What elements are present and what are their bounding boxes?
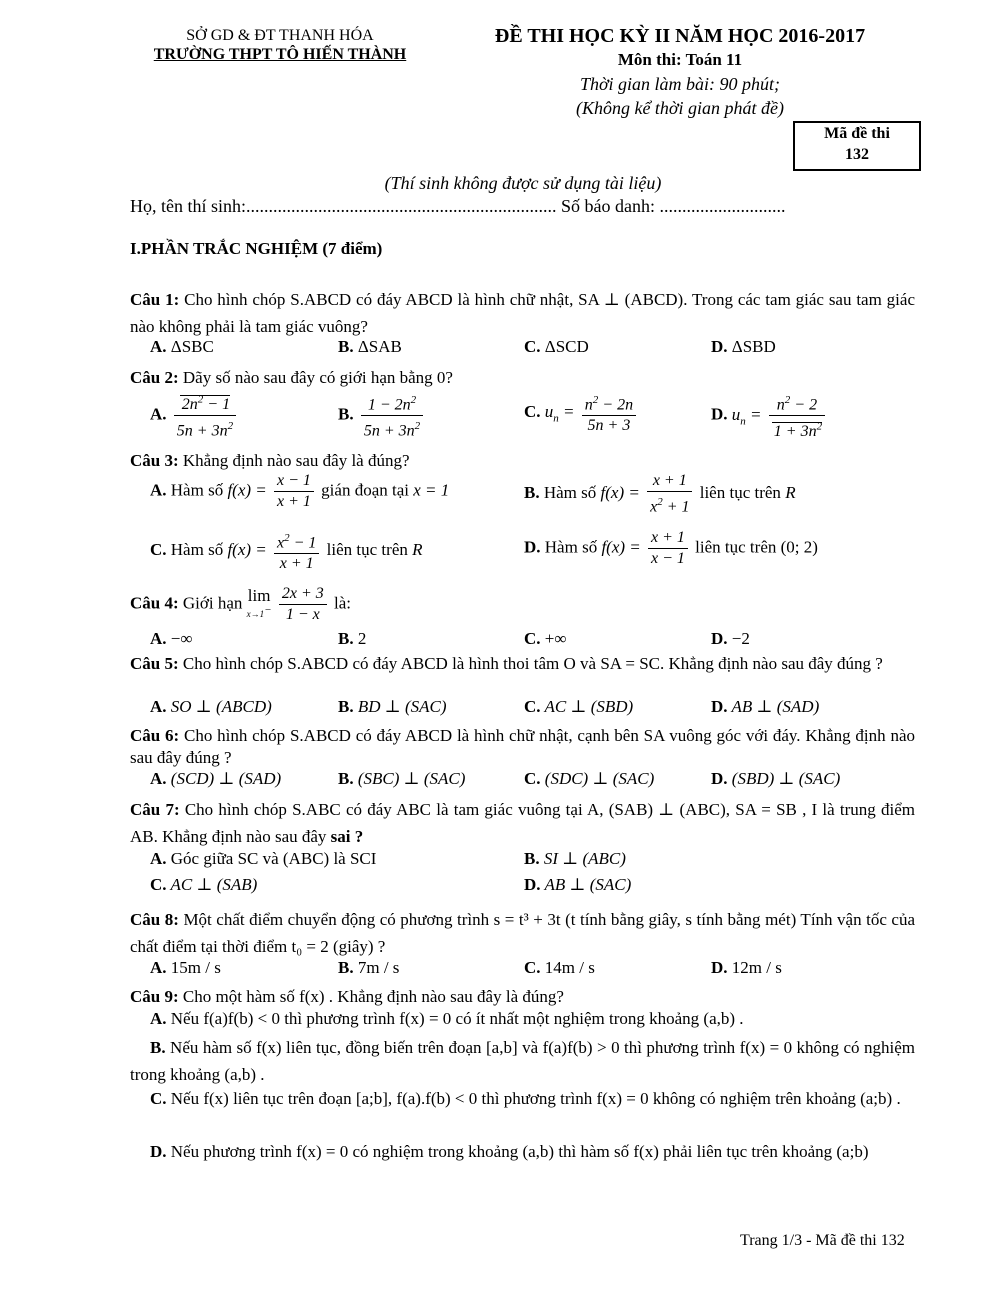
question-label: Câu 4: [130, 593, 179, 613]
q9-option-a: A. Nếu f(a)f(b) < 0 thì phương trình f(x) = 0 có ít nhất một nghiệm trong khoảng (a,b) . [150, 1009, 744, 1028]
question-2 [130, 364, 915, 391]
q2-option-b: B. $\frac{1 - 2n^2}{5n + 3n^2}$ [338, 390, 426, 442]
q6-option-c: C. (SDC) ⊥ (SAC) [524, 769, 655, 788]
q7-option-b: B. SI ⊥ (ABC) [524, 849, 626, 868]
exam-code-label: Mã đề thi [824, 125, 890, 142]
q1-option-b: B. ΔSAB [338, 337, 402, 356]
q1-option-d: D. ΔSBD [711, 337, 776, 356]
question-text: Dãy số nào sau đây có giới hạn bằng 0? [182, 368, 453, 387]
q4-option-c: C. +∞ [524, 629, 567, 648]
question-8 [130, 906, 915, 960]
q3-option-a: A. Hàm số f(x) = $\frac{x - 1}{x + 1}$ gián đoạn tại x = 1 [150, 472, 450, 510]
q1-option-a: A. ΔSBC [150, 337, 214, 356]
question-text: Cho hình chóp S.ABCD có đáy ABCD là hình chữ nhật, cạnh bên SA vuông góc với đáy. Khẳng định nào sau đây đúng ? [130, 726, 915, 767]
section-title: I.PHẦN TRẮC NGHIỆM (7 điểm) [130, 239, 383, 258]
instruction: (Thí sinh không được sử dụng tài liệu) [384, 173, 662, 193]
page-footer: Trang 1/3 - Mã đề thi 132 [740, 1232, 905, 1249]
question-6 [130, 725, 915, 769]
q3-option-d: D. Hàm số f(x) = $\frac{x + 1}{x - 1}$ liên tục trên (0; 2) [524, 529, 818, 567]
q7-option-c: C. AC ⊥ (SAB) [150, 875, 258, 894]
question-3 [130, 447, 915, 474]
exam-code-value: 132 [845, 146, 869, 163]
header-right [470, 24, 890, 120]
school-name: TRƯỜNG THPT TÔ HIẾN THÀNH [153, 46, 407, 63]
q2-option-a: A. $\frac{2n^2 - 1}{5n + 3n^2}$ [150, 390, 239, 442]
q7-option-d: D. AB ⊥ (SAC) [524, 875, 632, 894]
exam-subject: Môn thi: Toán 11 [617, 50, 743, 69]
q2-option-c: C. $u_n$ = $\frac{n^2 - 2n}{5n + 3}$ [524, 390, 639, 436]
q4-option-d: D. −2 [711, 629, 750, 648]
question-text: Khẳng định nào sau đây là đúng? [182, 451, 410, 470]
exam-code-box [793, 121, 921, 171]
q8-option-c: C. 14m / s [524, 958, 595, 977]
q5-option-a: A. SO ⊥ (ABCD) [150, 697, 272, 716]
q9-option-d: D. Nếu phương trình f(x) = 0 có nghiệm trong khoảng (a,b) thì hàm số f(x) phải liên tục trên khoảng (a;b) [150, 1142, 869, 1161]
q8-option-b: B. 7m / s [338, 958, 400, 977]
q1-option-c: C. ΔSCD [524, 337, 589, 356]
question-label: Câu 1: [130, 290, 180, 309]
question-text: Cho hình chóp S.ABC có đáy ABC là tam giác vuông tại A, (SAB) ⊥ (ABC), SA = SB , I là trung điểm AB. Khẳng định nào sau đây [130, 800, 915, 846]
question-4: Câu 4: Giới hạn lim x→1− $\frac{2x + 3}{1 - x}$ là: [130, 585, 352, 623]
q8-option-a: A. 15m / s [150, 958, 221, 977]
q5-option-c: C. AC ⊥ (SBD) [524, 697, 634, 716]
q6-option-a: A. (SCD) ⊥ (SAD) [150, 769, 282, 788]
question-5 [130, 653, 915, 675]
q3-option-b: B. Hàm số f(x) = $\frac{x + 1}{x^2 + 1}$ liên tục trên R [524, 472, 796, 516]
question-text: Cho hình chóp S.ABCD có đáy ABCD là hình thoi tâm O và SA = SC. Khẳng định nào sau đây đúng ? [182, 654, 883, 673]
student-info-line: Họ, tên thí sinh:..................................................................... Số báo danh: ............................ [130, 196, 786, 216]
q6-option-b: B. (SBC) ⊥ (SAC) [338, 769, 466, 788]
question-text: Một chất điểm chuyển động có phương trình s = t³ + 3t (t tính bằng giây, s tính bằng mét) Tính vận tốc của chất điểm tại thời điểm t₀ = 2 (giây) ? [130, 910, 915, 956]
question-7 [130, 796, 915, 850]
q3-option-c: C. Hàm số f(x) = $\frac{x^2 - 1}{x + 1}$ liên tục trên R [150, 528, 423, 574]
exam-title: ĐỀ THI HỌC KỲ II NĂM HỌC 2016-2017 [494, 25, 866, 47]
q9-option-c: C. Nếu f(x) liên tục trên đoạn [a;b], f(a).f(b) < 0 thì phương trình f(x) = 0 không có nghiệm trên khoảng (a;b) . [150, 1089, 901, 1108]
question-label: Câu 8: [130, 910, 179, 929]
question-label: Câu 6: [130, 726, 180, 745]
q8-option-d: D. 12m / s [711, 958, 782, 977]
question-1 [130, 286, 915, 340]
q4-option-a: A. −∞ [150, 629, 193, 648]
question-9 [130, 983, 915, 1010]
q6-option-d: D. (SBD) ⊥ (SAC) [711, 769, 841, 788]
q9-option-b: B. Nếu hàm số f(x) liên tục, đồng biến trên đoạn [a,b] và f(a)f(b) > 0 thì phương trình f(x) = 0 không có nghiệm trong khoảng (a,b) . [130, 1038, 915, 1084]
question-text: Cho hình chóp S.ABCD có đáy ABCD là hình chữ nhật, SA ⊥ (ABCD). Trong các tam giác sau tam giác nào không phải là tam giác vuông? [130, 290, 915, 336]
q2-option-d: D. $u_n$ = $\frac{n^2 - 2}{1 + 3n^2}$ [711, 390, 828, 442]
q4-option-b: B. 2 [338, 629, 367, 648]
question-label: Câu 7: [130, 800, 180, 819]
q5-option-d: D. AB ⊥ (SAD) [711, 697, 820, 716]
header-left [130, 26, 430, 64]
q5-option-b: B. BD ⊥ (SAC) [338, 697, 447, 716]
question-label: Câu 5: [130, 654, 179, 673]
question-emphasis: sai ? [330, 827, 364, 846]
department-name: SỞ GD & ĐT THANH HÓA [186, 27, 374, 44]
question-label: Câu 3: [130, 451, 179, 470]
exam-duration: Thời gian làm bài: 90 phút; [579, 74, 781, 94]
question-label: Câu 9: [130, 987, 179, 1006]
exam-duration-note: (Không kể thời gian phát đề) [575, 98, 785, 118]
question-text: Cho một hàm số f(x) . Khẳng định nào sau đây là đúng? [182, 987, 564, 1006]
question-label: Câu 2: [130, 368, 179, 387]
q7-option-a: A. Góc giữa SC và (ABC) là SCI [150, 849, 377, 868]
